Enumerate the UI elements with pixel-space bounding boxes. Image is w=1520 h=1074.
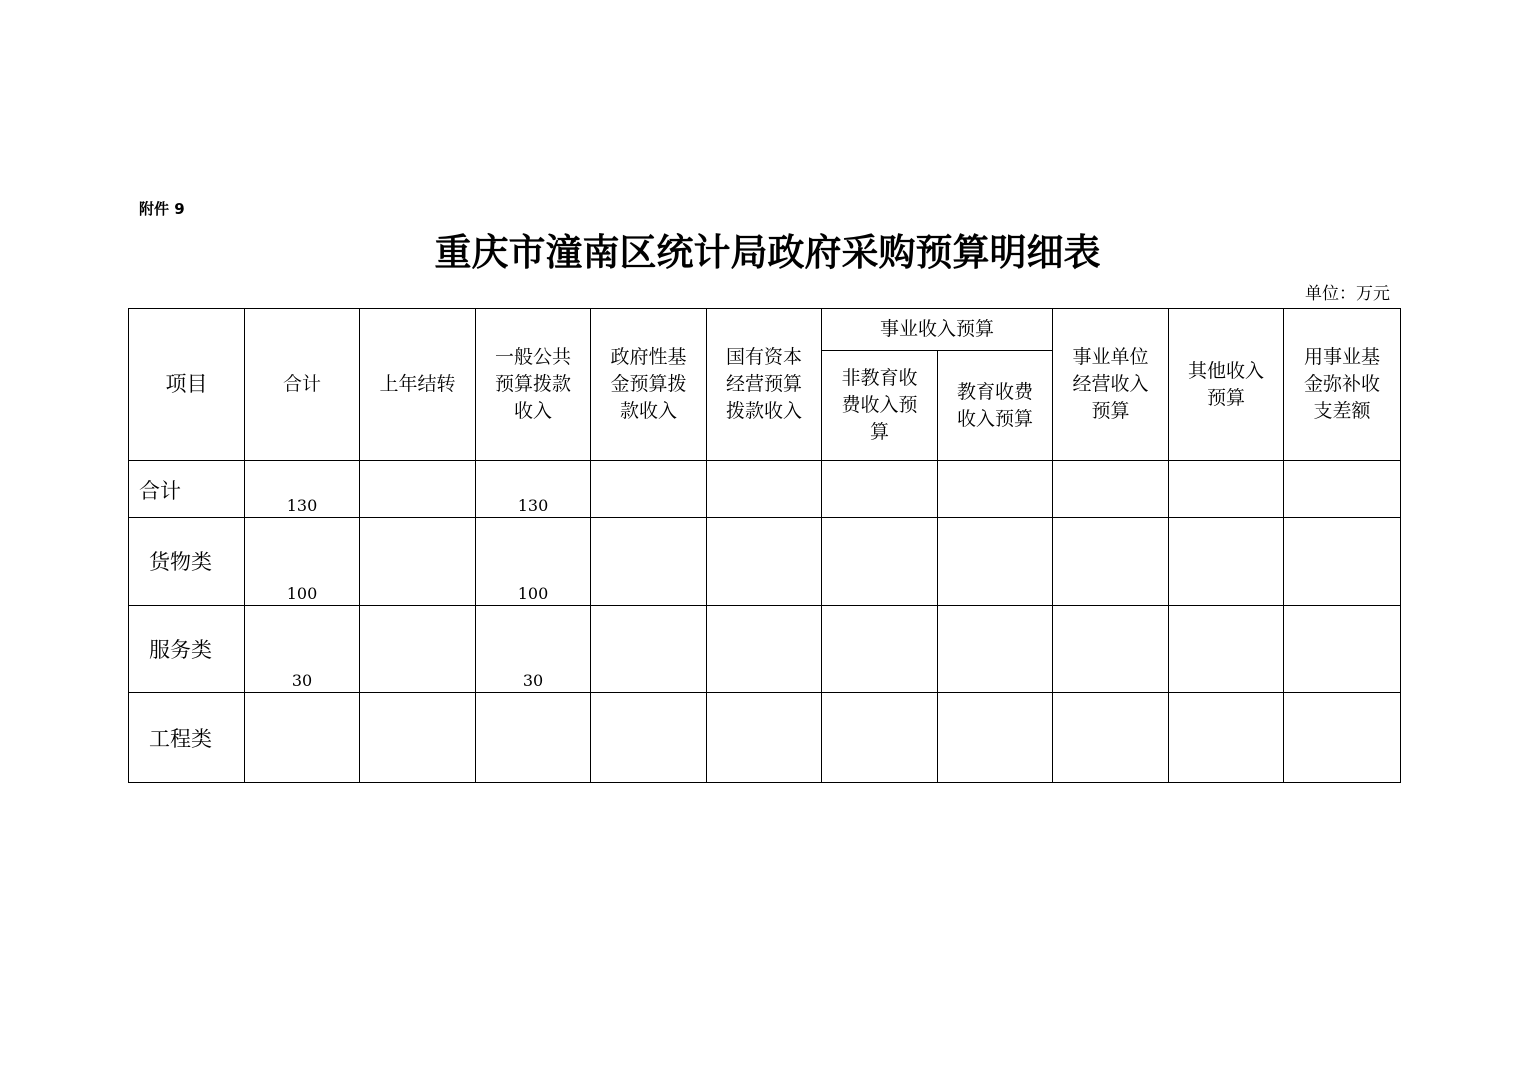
header-general-public: 一般公共预算拨款收入	[476, 309, 591, 461]
cell-fund-offset	[1284, 693, 1401, 783]
cell-state-capital	[707, 693, 822, 783]
header-non-edu-fee: 非教育收费收入预算	[822, 351, 938, 461]
table-header	[129, 309, 1401, 461]
cell-general-public	[476, 693, 591, 783]
table-row	[129, 693, 1401, 783]
cell-other-income	[1169, 693, 1284, 783]
cell-carryover	[360, 693, 476, 783]
row-label: 合计	[129, 461, 245, 518]
row-label: 工程类	[129, 693, 245, 783]
cell-non-edu-fee	[822, 606, 938, 693]
cell-operating-income	[1053, 693, 1169, 783]
cell-edu-fee	[938, 461, 1053, 518]
cell-general-public: 100	[476, 518, 591, 606]
document-title: 重庆市潼南区统计局政府采购预算明细表	[434, 230, 1101, 274]
cell-other-income	[1169, 518, 1284, 606]
cell-edu-fee	[938, 606, 1053, 693]
cell-gov-fund	[591, 606, 707, 693]
cell-gov-fund	[591, 693, 707, 783]
cell-other-income	[1169, 461, 1284, 518]
cell-non-edu-fee	[822, 518, 938, 606]
cell-total: 30	[245, 606, 360, 693]
header-other-income: 其他收入预算	[1169, 309, 1284, 461]
table-row	[129, 461, 1401, 518]
row-label: 服务类	[129, 606, 245, 693]
cell-fund-offset	[1284, 461, 1401, 518]
cell-total	[245, 693, 360, 783]
header-item: 项目	[129, 309, 245, 461]
cell-state-capital	[707, 518, 822, 606]
cell-carryover	[360, 518, 476, 606]
cell-general-public: 130	[476, 461, 591, 518]
unit-label: 单位：万元	[1305, 284, 1390, 304]
cell-other-income	[1169, 606, 1284, 693]
attachment-label: 附件 9	[139, 200, 185, 218]
table-body	[129, 461, 1401, 783]
cell-non-edu-fee	[822, 461, 938, 518]
cell-fund-offset	[1284, 606, 1401, 693]
procurement-budget-table	[128, 308, 1401, 783]
table-row	[129, 606, 1401, 693]
header-state-capital: 国有资本经营预算拨款收入	[707, 309, 822, 461]
cell-carryover	[360, 461, 476, 518]
cell-fund-offset	[1284, 518, 1401, 606]
header-total: 合计	[245, 309, 360, 461]
cell-carryover	[360, 606, 476, 693]
cell-general-public: 30	[476, 606, 591, 693]
row-label: 货物类	[129, 518, 245, 606]
header-fund-offset: 用事业基金弥补收支差额	[1284, 309, 1401, 461]
cell-operating-income	[1053, 606, 1169, 693]
cell-operating-income	[1053, 461, 1169, 518]
cell-total: 130	[245, 461, 360, 518]
cell-edu-fee	[938, 693, 1053, 783]
header-gov-fund: 政府性基金预算拨款收入	[591, 309, 707, 461]
cell-non-edu-fee	[822, 693, 938, 783]
header-carryover: 上年结转	[360, 309, 476, 461]
cell-gov-fund	[591, 461, 707, 518]
table-row	[129, 518, 1401, 606]
cell-operating-income	[1053, 518, 1169, 606]
cell-state-capital	[707, 461, 822, 518]
cell-edu-fee	[938, 518, 1053, 606]
header-edu-fee: 教育收费收入预算	[938, 351, 1053, 461]
cell-gov-fund	[591, 518, 707, 606]
cell-total: 100	[245, 518, 360, 606]
header-business-income: 事业收入预算	[822, 309, 1053, 351]
cell-state-capital	[707, 606, 822, 693]
header-operating-income: 事业单位经营收入预算	[1053, 309, 1169, 461]
